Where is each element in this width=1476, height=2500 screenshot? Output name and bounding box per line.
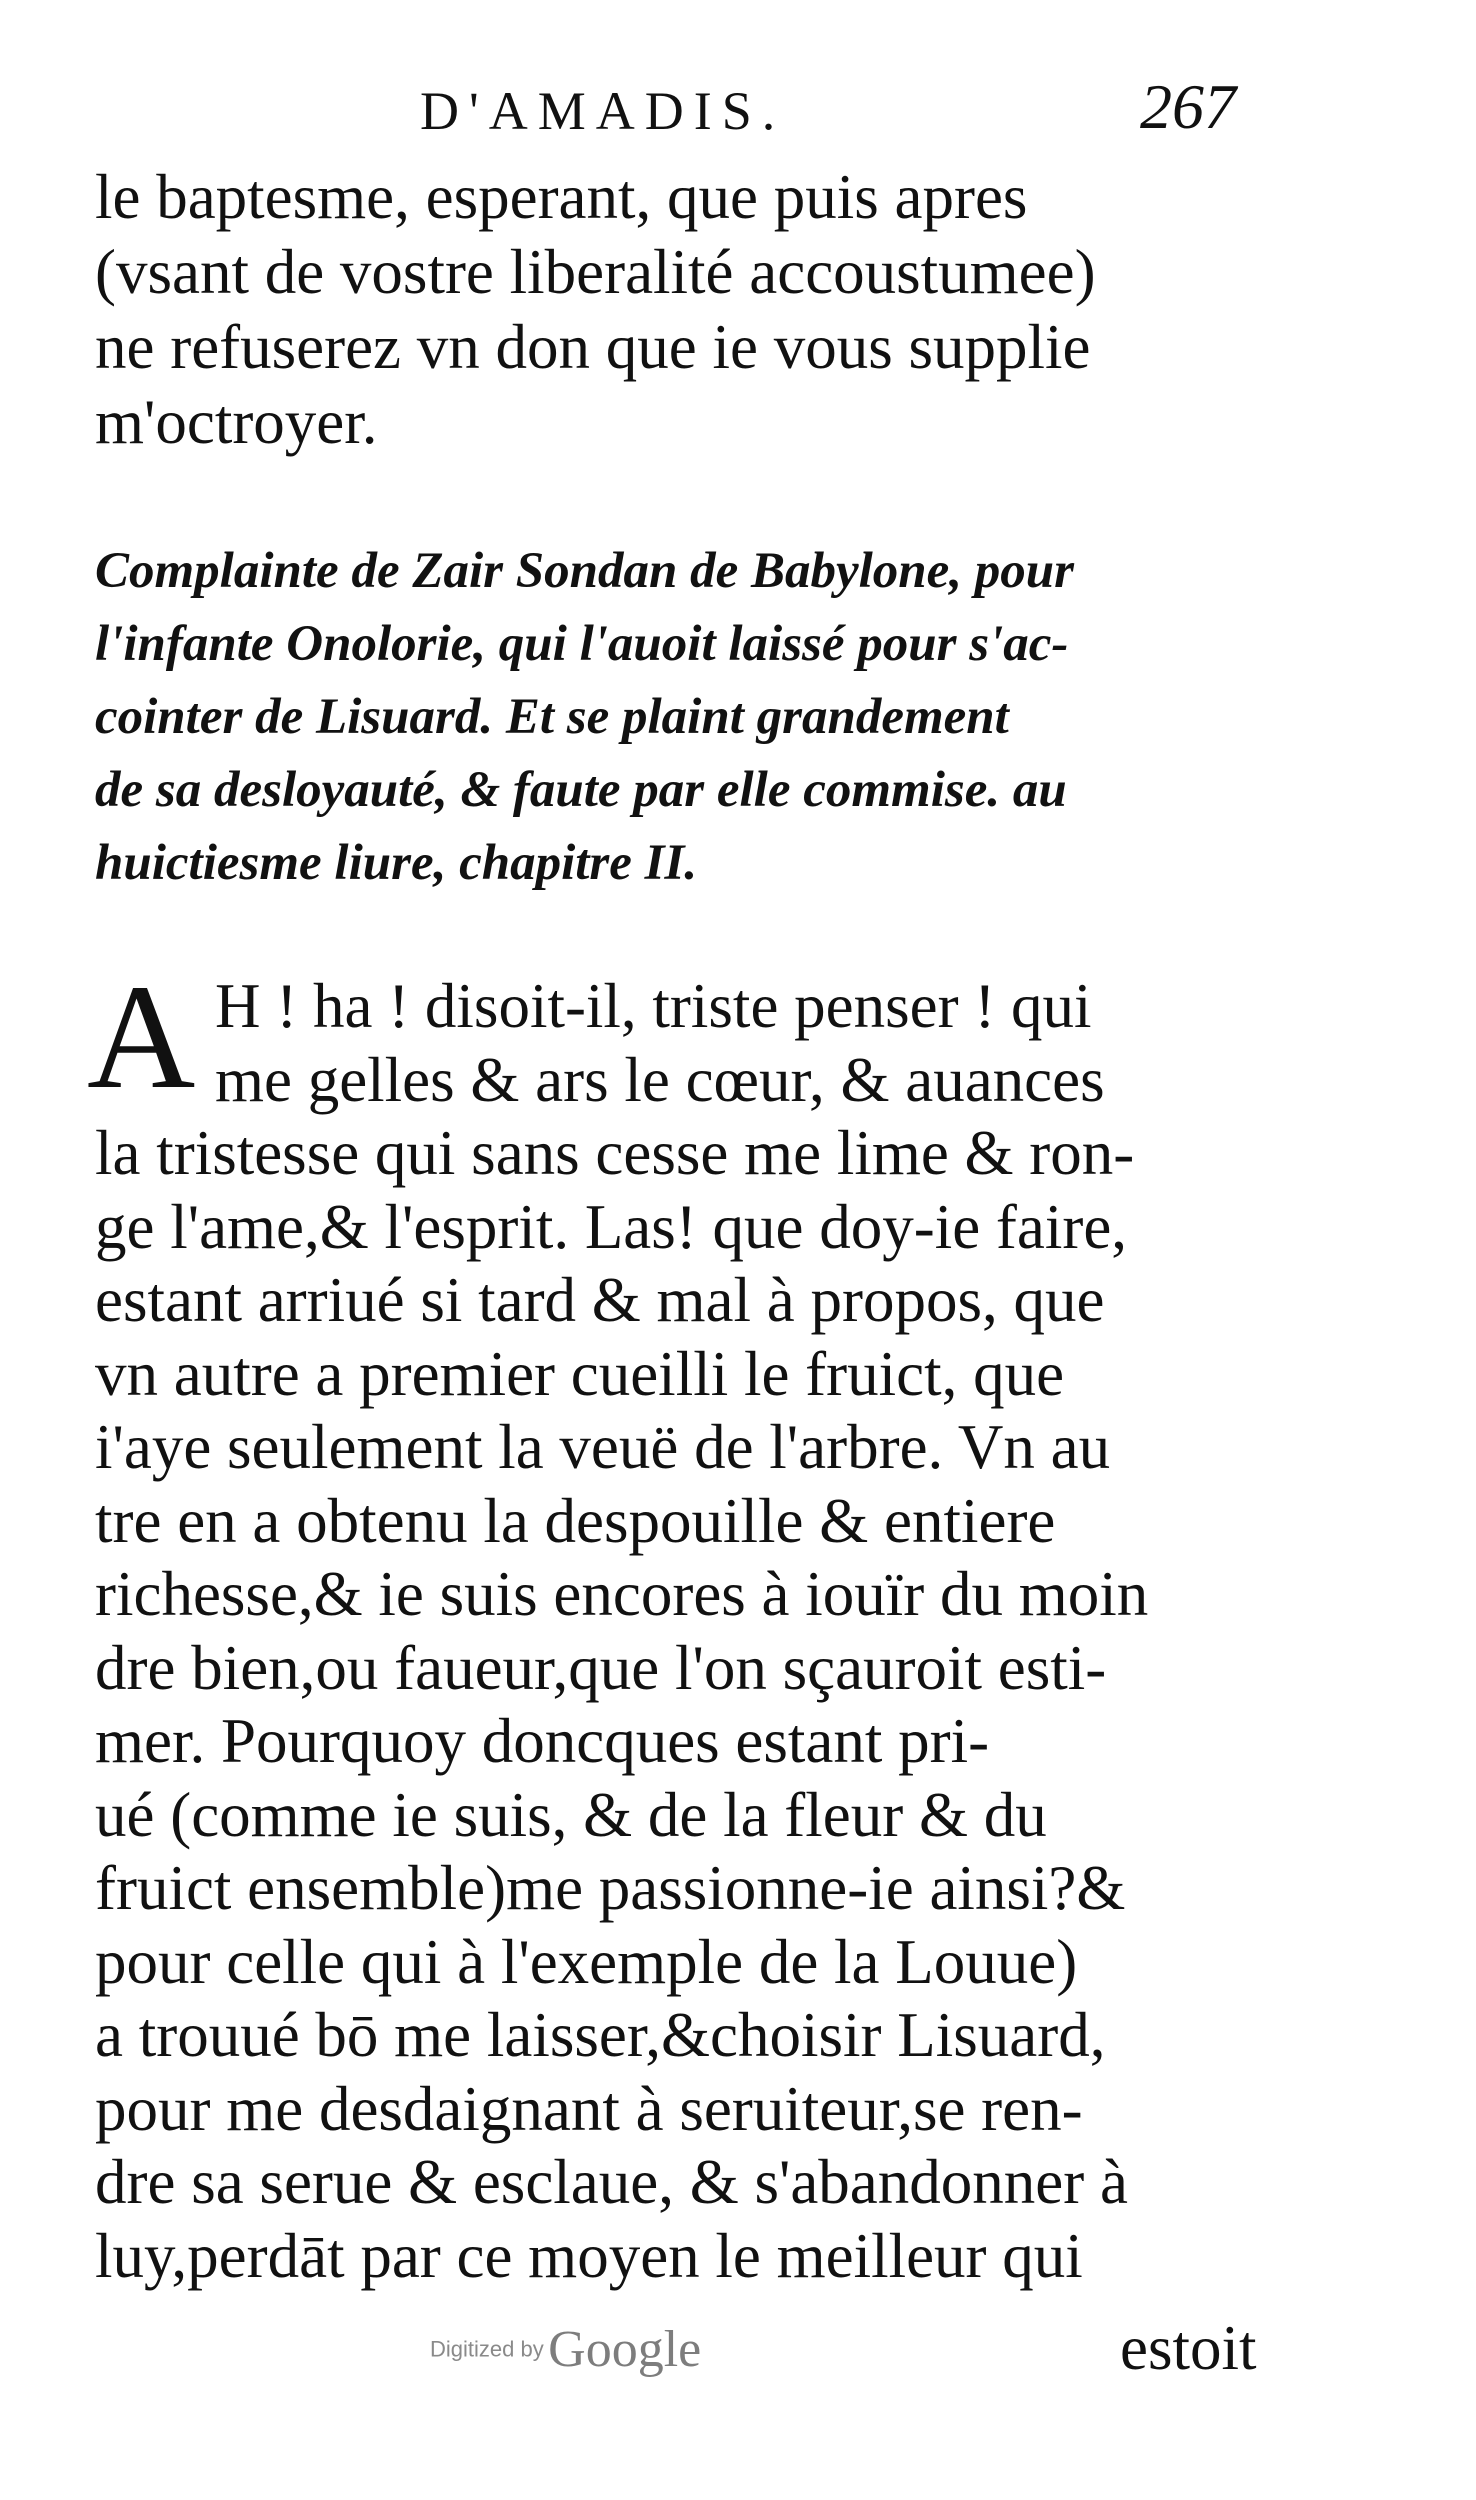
text-line: la tristesse qui sans cesse me lime & ron-: [95, 1118, 1135, 1188]
heading-line: l'infante Onolorie, qui l'auoit laissé pour s'ac-: [95, 616, 1069, 672]
text-line: m'octroyer.: [95, 387, 378, 457]
page-number: 267: [1140, 71, 1236, 142]
text-line: fruict ensemble)me passionne-ie ainsi?&: [95, 1853, 1126, 1923]
text-line: richesse,& ie suis encores à iouïr du moin: [95, 1559, 1149, 1629]
body-paragraph: [87, 954, 1265, 2293]
text-line: luy,perdāt par ce moyen le meilleur qui: [95, 2220, 1083, 2291]
text-line: ué (comme ie suis, & de la fleur & du: [95, 1779, 1047, 1850]
digitized-watermark: [430, 2320, 701, 2379]
text-line: (vsant de vostre liberalité accoustumee): [95, 237, 1096, 307]
google-label: Google: [548, 2321, 702, 2378]
text-line: tre en a obtenu la despouille & entiere: [95, 1485, 1056, 1556]
text-line: i'aye seulement la veuë de l'arbre. Vn au: [95, 1412, 1111, 1482]
text-line: pour celle qui à l'exemple de la Louue): [95, 1926, 1078, 1997]
text-line: ne refuserez vn don que ie vous supplie: [95, 312, 1091, 382]
text-line: le baptesme, esperant, que puis apres: [95, 162, 1028, 232]
text-line: ge l'ame,& l'esprit. Las! que doy-ie faire,: [95, 1191, 1128, 1262]
heading-line: huictiesme liure, chapitre II.: [95, 835, 698, 891]
drop-cap: A: [87, 954, 196, 1120]
running-head: [0, 70, 1476, 160]
text-line: me gelles & ars le cœur, & auances: [215, 1044, 1105, 1115]
text-line: vn autre a premier cueilli le fruict, que: [95, 1338, 1065, 1409]
text-line: dre bien,ou faueur,que l'on sçauroit esti-: [95, 1632, 1107, 1703]
text-line: H ! ha ! disoit-il, triste penser ! qui: [215, 971, 1092, 1041]
heading-line: cointer de Lisuard. Et se plaint grandement: [95, 689, 1009, 745]
text-line: pour me desdaignant à seruiteur,se ren-: [95, 2073, 1083, 2144]
intro-paragraph: [95, 160, 1265, 460]
text-line: a trouué bō me laisser,&choisir Lisuard,: [95, 2000, 1106, 2070]
heading-line: de sa desloyauté, & faute par elle commise. au: [95, 762, 1067, 818]
heading-line: Complainte de Zair Sondan de Babylone, pour: [95, 543, 1075, 599]
text-line: estant arriué si tard & mal à propos, que: [95, 1265, 1105, 1335]
chapter-heading: [95, 535, 1265, 900]
text-line: mer. Pourquoy doncques estant pri-: [95, 1706, 990, 1776]
text-line: dre sa serue & esclaue, & s'abandonner à: [95, 2147, 1128, 2217]
catchword: estoit: [1120, 2313, 1257, 2383]
dropcap-wrap: [87, 954, 1265, 1120]
digitized-label: Digitized by: [430, 2336, 544, 2362]
running-title: D'AMADIS.: [420, 81, 786, 141]
